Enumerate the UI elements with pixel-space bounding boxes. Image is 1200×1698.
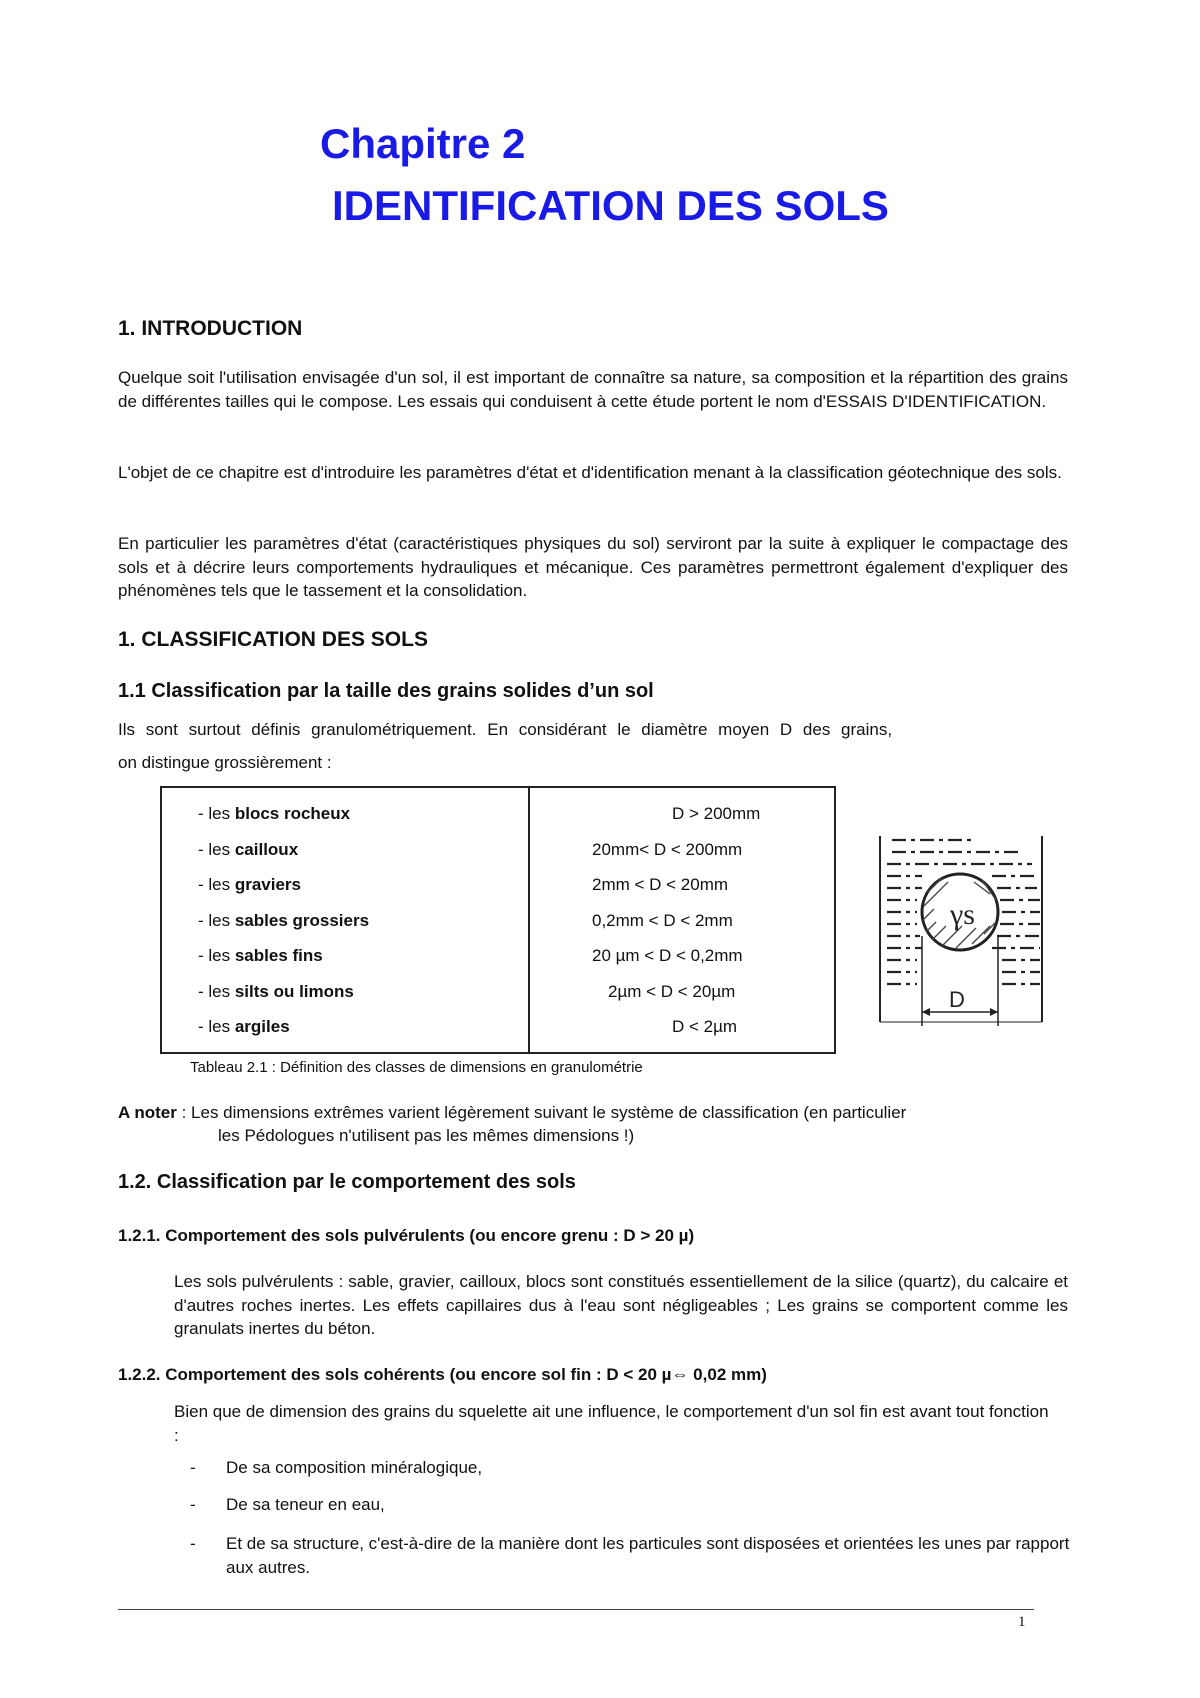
grain-figure-svg bbox=[872, 826, 1050, 1038]
page-number: 1 bbox=[1018, 1614, 1026, 1630]
grain-symbol: γs bbox=[950, 898, 975, 931]
intro-paragraph-3: En particulier les paramètres d'état (caractéristiques physiques du sol) serviront par la suite à expliquer le compactage des sols et à décrire leurs comportements hydrauliques et mécanique. Ces paramètres permettront également d'expliquer des phénomènes tels que le tassement et la consolidation. bbox=[118, 534, 1068, 600]
dimension-label: D bbox=[949, 987, 965, 1012]
footer-rule bbox=[118, 1609, 1034, 1610]
table-row: - les argiles bbox=[198, 1017, 290, 1036]
subsection-1-1-heading: 1.1 Classification par la taille des grains solides d’un sol bbox=[118, 680, 654, 702]
chapter-title: IDENTIFICATION DES SOLS bbox=[332, 182, 889, 229]
table-row: - les graviers bbox=[198, 875, 302, 894]
table-ranges-column bbox=[529, 787, 835, 1053]
note-line-1: A noter : Les dimensions extrêmes varient légèrement suivant le système de classification (en particulier bbox=[118, 1103, 907, 1122]
list-item: - Et de sa structure, c'est-à-dire de la manière dont les particules sont disposées et orientées les unes par rapport aux autres. bbox=[190, 1534, 1070, 1577]
table-names-column bbox=[161, 787, 529, 1053]
table-caption: Tableau 2.1 : Définition des classes de dimensions en granulométrie bbox=[190, 1059, 643, 1076]
table-row: - les sables fins bbox=[198, 946, 323, 965]
table-row: - les sables grossiers bbox=[198, 910, 370, 930]
subsection-1-1-line-1: Ils sont surtout définis granulométriquement. En considérant le diamètre moyen D des grains, bbox=[118, 720, 893, 739]
table-cell-range: D < 2µm bbox=[672, 1017, 738, 1036]
table-cell-range: 2mm < D < 20mm bbox=[592, 875, 729, 894]
grain-size-table bbox=[160, 786, 836, 1054]
intro-paragraph-2: L'objet de ce chapitre est d'introduire les paramètres d'état et d'identification menant à la classification géotechnique des sols. bbox=[118, 463, 1062, 482]
grain-diameter-figure bbox=[872, 826, 1050, 1038]
subsection-1-2-heading: 1.2. Classification par le comportement des sols bbox=[118, 1171, 576, 1193]
section-intro-heading: 1. INTRODUCTION bbox=[118, 317, 303, 340]
subsection-1-2-1-text: Les sols pulvérulents : sable, gravier, cailloux, blocs sont constitués essentiellement de la silice (quartz), du calcaire et d'autres roches inertes. Les effets capillaires dus à l'eau sont négligeables ; Les grains se comportent comme les granulats inertes du béton. bbox=[174, 1272, 1068, 1338]
table-cell-range: 20mm< D < 200mm bbox=[592, 839, 743, 859]
table-cell-range: 0,2mm < D < 2mm bbox=[592, 910, 733, 930]
table-row: - les silts ou limons bbox=[198, 981, 354, 1001]
list-item: - De sa composition minéralogique, bbox=[190, 1458, 483, 1477]
table-cell-range: 20 µm < D < 0,2mm bbox=[592, 946, 743, 965]
table-row: - les blocs rocheux bbox=[198, 804, 351, 823]
dimension-arrow-right bbox=[990, 1008, 998, 1016]
chapter-label: Chapitre 2 bbox=[320, 120, 526, 167]
list-item: - De sa teneur en eau, bbox=[190, 1495, 385, 1514]
subsection-1-1-line-2: on distingue grossièrement : bbox=[118, 753, 332, 772]
subsection-1-2-2-heading: 1.2.2. Comportement des sols cohérents (ou encore sol fin : D < 20 µ⇔ 0,02 mm) bbox=[118, 1365, 767, 1384]
table-row: - les cailloux bbox=[198, 839, 299, 859]
table-cell-range: 2µm < D < 20µm bbox=[608, 981, 736, 1001]
dimension-arrow-left bbox=[922, 1008, 930, 1016]
section-classification-heading: 1. CLASSIFICATION DES SOLS bbox=[118, 628, 428, 651]
table-cell-range: D > 200mm bbox=[672, 804, 761, 823]
note-line-2: les Pédologues n'utilisent pas les mêmes dimensions !) bbox=[218, 1126, 635, 1145]
subsection-1-2-1-heading: 1.2.1. Comportement des sols pulvérulents (ou encore grenu : D > 20 µ) bbox=[118, 1226, 695, 1245]
note-label: A noter bbox=[118, 1103, 177, 1122]
subsection-1-2-2-text: Bien que de dimension des grains du squelette ait une influence, le comportement d'un sol fin est avant tout fonction : bbox=[174, 1402, 1049, 1445]
intro-paragraph-1: Quelque soit l'utilisation envisagée d'un sol, il est important de connaître sa nature, sa composition et la répartition des grains de différentes tailles qui le compose. Les essais qui conduisent à cette étude portent le nom d'ESSAIS D'IDENTIFICATION. bbox=[118, 368, 1068, 411]
